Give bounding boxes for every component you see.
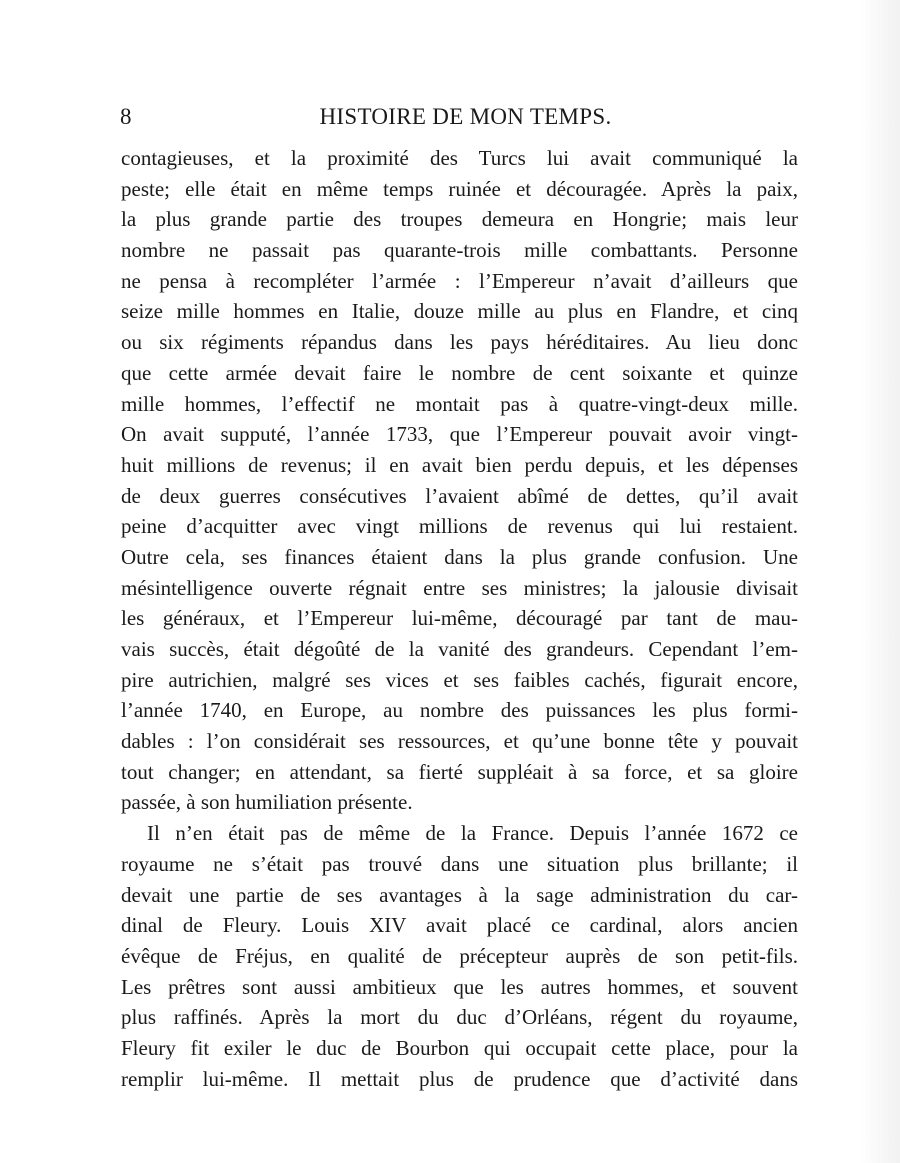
running-header: [120, 104, 797, 138]
text-line: dables : l’on considérait ses ressources, et qu’une bonne tête y pouvait: [121, 729, 798, 754]
text-line: seize mille hommes en Italie, douze mille au plus en Flandre, et cinq: [121, 299, 798, 324]
text-line: la plus grande partie des troupes demeura en Hongrie; mais leur: [121, 207, 798, 232]
text-line: nombre ne passait pas quarante-trois mille combattants. Personne: [121, 238, 798, 263]
page-edge-shadow: [860, 0, 900, 1163]
text-line: ou six régiments répandus dans les pays héréditaires. Au lieu donc: [121, 330, 798, 355]
text-line: dinal de Fleury. Louis XIV avait placé ce cardinal, alors ancien: [121, 913, 798, 938]
body-text: [121, 143, 798, 1094]
text-line: contagieuses, et la proximité des Turcs lui avait communiqué la: [121, 146, 798, 170]
text-line: passée, à son humiliation présente.: [121, 790, 413, 815]
text-line: évêque de Fréjus, en qualité de précepteur auprès de son petit-fils.: [121, 943, 798, 968]
text-line: de deux guerres consécutives l’avaient abîmé de dettes, qu’il avait: [121, 483, 798, 508]
text-line: plus raffinés. Après la mort du duc d’Orléans, régent du royaume,: [121, 1005, 798, 1030]
text-line: vais succès, était dégoûté de la vanité des grandeurs. Cependant l’em-: [121, 637, 798, 661]
text-line: Il n’en était pas de même de la France. Depuis l’année 1672 ce: [147, 821, 798, 846]
text-line: tout changer; en attendant, sa fierté suppléait à sa force, et sa gloire: [121, 759, 798, 784]
paragraph: [121, 818, 798, 1094]
page-number: 8: [120, 104, 132, 129]
text-line: l’année 1740, en Europe, au nombre des puissances les plus formi-: [121, 698, 798, 723]
text-line: ne pensa à recompléter l’armée : l’Empereur n’avait d’ailleurs que: [121, 268, 798, 293]
text-line: On avait supputé, l’année 1733, que l’Empereur pouvait avoir vingt-: [121, 422, 798, 447]
text-line: Les prêtres sont aussi ambitieux que les autres hommes, et souvent: [121, 974, 798, 999]
text-line: que cette armée devait faire le nombre de cent soixante et quinze: [121, 360, 798, 385]
text-line: les généraux, et l’Empereur lui-même, découragé par tant de mau-: [121, 606, 798, 631]
text-line: Outre cela, ses finances étaient dans la plus grande confusion. Une: [121, 544, 798, 569]
running-title: HISTOIRE DE MON TEMPS.: [319, 104, 612, 129]
text-line: remplir lui-même. Il mettait plus de prudence que d’activité dans: [121, 1066, 798, 1091]
text-line: royaume ne s’était pas trouvé dans une situation plus brillante; il: [121, 851, 798, 876]
text-line: devait une partie de ses avantages à la sage administration du car-: [121, 882, 798, 907]
text-line: Fleury fit exiler le duc de Bourbon qui occupait cette place, pour la: [121, 1035, 798, 1060]
text-line: pire autrichien, malgré ses vices et ses faibles cachés, figurait encore,: [121, 667, 798, 692]
text-line: mille hommes, l’effectif ne montait pas à quatre-vingt-deux mille.: [121, 391, 798, 416]
text-line: peste; elle était en même temps ruinée et découragée. Après la paix,: [121, 176, 798, 201]
text-line: peine d’acquitter avec vingt millions de revenus qui lui restaient.: [121, 514, 798, 539]
text-line: huit millions de revenus; il en avait bien perdu depuis, et les dépenses: [121, 452, 798, 477]
paragraph: [121, 143, 798, 818]
text-line: mésintelligence ouverte régnait entre ses ministres; la jalousie divisait: [121, 575, 798, 600]
